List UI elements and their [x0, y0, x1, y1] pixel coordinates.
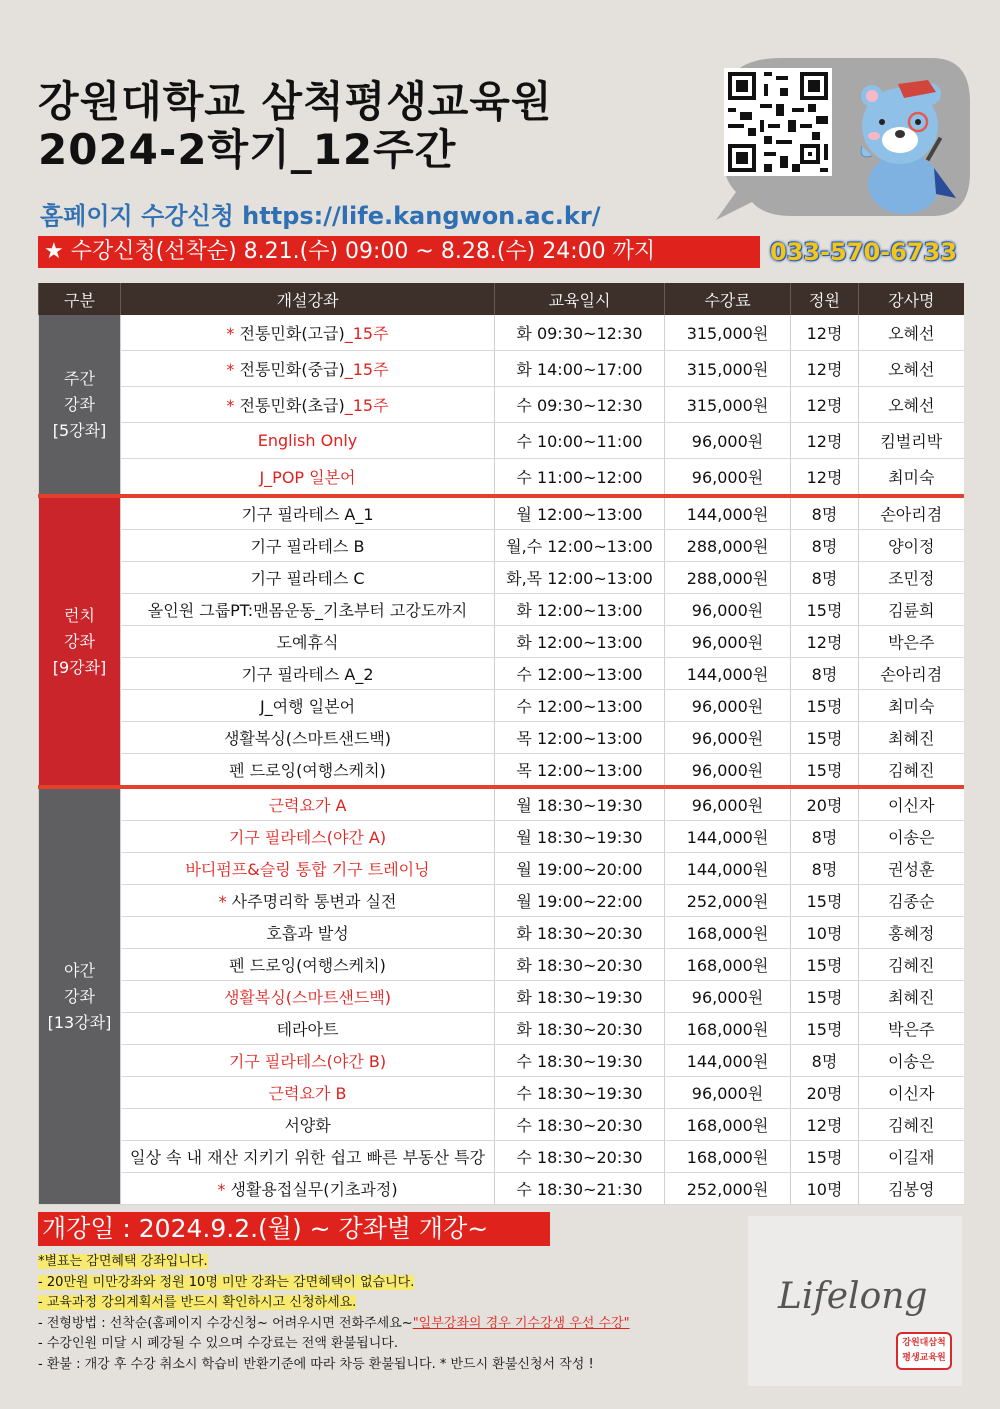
teacher-cell: 김륜희 — [859, 594, 964, 626]
teacher-cell: 이송은 — [859, 1045, 964, 1077]
table-row — [39, 626, 964, 658]
schedule-cell: 수 12:00~13:00 — [495, 690, 665, 722]
course-name: 테라아트 — [276, 1020, 339, 1039]
course-name: 근력요가 B — [268, 1084, 347, 1103]
course-name-cell — [121, 387, 495, 423]
table-row — [39, 530, 964, 562]
registration-period: ★ 수강신청(선착순) 8.21.(수) 09:00 ~ 8.28.(수) 24:00 까지 — [38, 236, 760, 268]
teacher-cell: 권성훈 — [859, 853, 964, 885]
fee-cell: 168,000원 — [665, 1141, 791, 1173]
notes-list — [38, 1252, 630, 1375]
schedule-cell: 수 18:30~19:30 — [495, 1077, 665, 1109]
schedule-cell: 수 12:00~13:00 — [495, 658, 665, 690]
course-name-cell — [121, 690, 495, 722]
schedule-cell: 화 18:30~20:30 — [495, 917, 665, 949]
course-name-cell — [121, 315, 495, 351]
course-name: 전통민화(초급) — [239, 396, 345, 415]
capacity-cell: 10명 — [791, 1173, 859, 1205]
fee-cell: 96,000원 — [665, 722, 791, 754]
category-label: 야간 — [64, 960, 95, 980]
course-name-cell — [121, 658, 495, 690]
course-name: 바디펌프&슬링 통합 기구 트레이닝 — [185, 860, 430, 879]
fee-cell: 96,000원 — [665, 1077, 791, 1109]
fee-cell: 288,000원 — [665, 562, 791, 594]
table-row — [39, 562, 964, 594]
table-row — [39, 594, 964, 626]
course-name: 기구 필라테스 B — [250, 537, 365, 556]
fee-cell: 252,000원 — [665, 885, 791, 917]
header-capacity: 정원 — [791, 283, 859, 315]
homepage-link[interactable]: 홈페이지 수강신청 https://life.kangwon.ac.kr/ — [40, 202, 601, 230]
course-name: 서양화 — [284, 1116, 331, 1135]
note-item — [38, 1334, 630, 1355]
capacity-cell: 20명 — [791, 1077, 859, 1109]
note-text: - 수강인원 미달 시 폐강될 수 있으며 수강료는 전액 환불됩니다. — [38, 1336, 398, 1351]
course-name-cell — [121, 1045, 495, 1077]
logo-stamp — [896, 1332, 952, 1370]
capacity-cell: 20명 — [791, 789, 859, 821]
discount-star: * — [217, 1180, 231, 1199]
fee-cell: 96,000원 — [665, 789, 791, 821]
table-row — [39, 1045, 964, 1077]
course-name-cell — [121, 459, 495, 497]
table-row — [39, 789, 964, 821]
fee-cell: 96,000원 — [665, 594, 791, 626]
schedule-cell: 수 11:00~12:00 — [495, 459, 665, 497]
table-row — [39, 821, 964, 853]
course-name: 근력요가 A — [268, 796, 347, 815]
bear-mascot-icon — [838, 76, 968, 216]
teacher-cell: 이신자 — [859, 1077, 964, 1109]
table-row — [39, 885, 964, 917]
capacity-cell: 12명 — [791, 626, 859, 658]
teacher-cell: 김종순 — [859, 885, 964, 917]
schedule-cell: 월 19:00~20:00 — [495, 853, 665, 885]
table-row — [39, 981, 964, 1013]
course-name: 기구 필라테스(야간 B) — [228, 1052, 387, 1071]
course-name: 사주명리학 통변과 실전 — [231, 892, 397, 911]
phone-number[interactable]: 033-570-6733 — [770, 238, 957, 266]
teacher-cell: 최미숙 — [859, 690, 964, 722]
table-row — [39, 1077, 964, 1109]
note-item — [38, 1273, 630, 1294]
fee-cell: 96,000원 — [665, 626, 791, 658]
schedule-cell: 월 19:00~22:00 — [495, 885, 665, 917]
discount-star: * — [226, 396, 240, 415]
fee-cell: 168,000원 — [665, 1109, 791, 1141]
course-name: 호흡과 발성 — [266, 924, 349, 943]
header-category: 구분 — [39, 283, 121, 315]
course-name: 생활복싱(스마트샌드백) — [223, 988, 392, 1007]
fee-cell: 168,000원 — [665, 917, 791, 949]
schedule-cell: 목 12:00~13:00 — [495, 722, 665, 754]
table-row — [39, 658, 964, 690]
table-row — [39, 853, 964, 885]
capacity-cell: 15명 — [791, 1141, 859, 1173]
teacher-cell: 김혜진 — [859, 949, 964, 981]
course-name: 펜 드로잉(여행스케치) — [229, 761, 386, 780]
note-text: *별표는 감면혜택 강좌입니다. — [38, 1254, 208, 1269]
table-row — [39, 459, 964, 497]
course-name: English Only — [257, 431, 358, 450]
table-row — [39, 423, 964, 459]
note-text: - 20만원 미만강좌와 정원 10명 미만 강좌는 감면혜택이 없습니다. — [38, 1274, 415, 1290]
course-name-cell — [121, 789, 495, 821]
capacity-cell: 8명 — [791, 853, 859, 885]
capacity-cell: 15명 — [791, 594, 859, 626]
schedule-cell: 화,목 12:00~13:00 — [495, 562, 665, 594]
course-name-cell — [121, 917, 495, 949]
fee-cell: 96,000원 — [665, 754, 791, 788]
fee-cell: 315,000원 — [665, 351, 791, 387]
note-item — [38, 1293, 630, 1314]
schedule-cell: 화 09:30~12:30 — [495, 315, 665, 351]
course-name: 생활용접실무(기초과정) — [230, 1180, 398, 1199]
teacher-cell: 양이정 — [859, 530, 964, 562]
capacity-cell: 12명 — [791, 459, 859, 497]
fee-cell: 288,000원 — [665, 530, 791, 562]
schedule-cell: 화 12:00~13:00 — [495, 626, 665, 658]
fee-cell: 168,000원 — [665, 949, 791, 981]
opening-date: 개강일 : 2024.9.2.(월) ~ 강좌별 개강~ — [38, 1212, 550, 1246]
course-name: 전통민화(고급) — [239, 324, 345, 343]
fee-cell: 96,000원 — [665, 690, 791, 722]
teacher-cell: 이송은 — [859, 821, 964, 853]
course-name-cell — [121, 423, 495, 459]
teacher-cell: 이길재 — [859, 1141, 964, 1173]
course-name-cell — [121, 885, 495, 917]
category-label: 강좌 — [64, 986, 95, 1006]
discount-star: * — [218, 892, 232, 911]
course-name-cell — [121, 754, 495, 788]
table-row — [39, 315, 964, 351]
teacher-cell: 오혜선 — [859, 351, 964, 387]
schedule-cell: 수 18:30~20:30 — [495, 1141, 665, 1173]
note-highlight: "일부강좌의 경우 기수강생 우선 수강" — [412, 1315, 630, 1331]
table-row — [39, 754, 964, 788]
course-table — [38, 283, 964, 1205]
fee-cell: 144,000원 — [665, 821, 791, 853]
teacher-cell: 손아리겸 — [859, 658, 964, 690]
schedule-cell: 화 18:30~20:30 — [495, 1013, 665, 1045]
fee-cell: 96,000원 — [665, 981, 791, 1013]
capacity-cell: 15명 — [791, 754, 859, 788]
fee-cell: 144,000원 — [665, 853, 791, 885]
qr-code-icon[interactable] — [724, 68, 832, 176]
course-name: J_여행 일본어 — [259, 697, 356, 716]
schedule-cell: 화 18:30~19:30 — [495, 981, 665, 1013]
table-row — [39, 351, 964, 387]
header-teacher: 강사명 — [859, 283, 964, 315]
course-name: 일상 속 내 재산 지키기 위한 쉽고 빠른 부동산 특강 — [130, 1148, 485, 1167]
course-name-cell — [121, 1109, 495, 1141]
lunch-category-cell — [39, 498, 121, 787]
capacity-cell: 8명 — [791, 530, 859, 562]
schedule-cell: 목 12:00~13:00 — [495, 754, 665, 788]
logo-wordmark: Lifelong — [778, 1276, 928, 1317]
schedule-cell: 화 18:30~20:30 — [495, 949, 665, 981]
schedule-cell: 수 09:30~12:30 — [495, 387, 665, 423]
capacity-cell: 10명 — [791, 917, 859, 949]
course-duration: _15주 — [344, 360, 389, 379]
logo-stamp-line-2: 평생교육원 — [902, 1353, 946, 1363]
header-schedule: 교육일시 — [495, 283, 665, 315]
course-name-cell — [121, 1173, 495, 1205]
teacher-cell: 박은주 — [859, 1013, 964, 1045]
teacher-cell: 이신자 — [859, 789, 964, 821]
schedule-cell: 화 12:00~13:00 — [495, 594, 665, 626]
teacher-cell: 박은주 — [859, 626, 964, 658]
table-row — [39, 1013, 964, 1045]
category-label: 런치 — [64, 605, 95, 625]
fee-cell: 315,000원 — [665, 387, 791, 423]
schedule-cell: 수 10:00~11:00 — [495, 423, 665, 459]
schedule-cell: 월 18:30~19:30 — [495, 821, 665, 853]
category-label: [5강좌] — [52, 420, 107, 440]
lifelong-logo — [748, 1216, 962, 1386]
capacity-cell: 12명 — [791, 315, 859, 351]
teacher-cell: 오혜선 — [859, 387, 964, 423]
teacher-cell: 오혜선 — [859, 315, 964, 351]
table-row — [39, 1141, 964, 1173]
fee-cell: 144,000원 — [665, 658, 791, 690]
note-text: - 교육과정 강의계획서를 반드시 확인하시고 신청하세요. — [38, 1295, 357, 1310]
fee-cell: 168,000원 — [665, 1013, 791, 1045]
category-label: 강좌 — [64, 631, 95, 651]
course-name-cell — [121, 530, 495, 562]
header-course: 개설강좌 — [121, 283, 495, 315]
capacity-cell: 12명 — [791, 1109, 859, 1141]
table-row — [39, 1173, 964, 1205]
schedule-cell: 화 14:00~17:00 — [495, 351, 665, 387]
course-name: 기구 필라테스(야간 A) — [228, 828, 387, 847]
logo-stamp-line-1: 강원대삼척 — [902, 1338, 946, 1348]
capacity-cell: 12명 — [791, 423, 859, 459]
table-row — [39, 690, 964, 722]
course-name: 기구 필라테스 A_2 — [241, 665, 374, 684]
fee-cell: 96,000원 — [665, 423, 791, 459]
course-name-cell — [121, 1141, 495, 1173]
discount-star: * — [226, 324, 240, 343]
capacity-cell: 15명 — [791, 949, 859, 981]
course-name-cell — [121, 1013, 495, 1045]
page-title — [38, 78, 553, 174]
teacher-cell: 최혜진 — [859, 722, 964, 754]
category-label: [13강좌] — [47, 1012, 112, 1032]
schedule-cell: 월,수 12:00~13:00 — [495, 530, 665, 562]
fee-cell: 252,000원 — [665, 1173, 791, 1205]
capacity-cell: 12명 — [791, 351, 859, 387]
course-name-cell — [121, 498, 495, 530]
teacher-cell: 조민정 — [859, 562, 964, 594]
table-row — [39, 917, 964, 949]
table-row — [39, 949, 964, 981]
capacity-cell: 8명 — [791, 562, 859, 594]
teacher-cell: 홍혜정 — [859, 917, 964, 949]
schedule-cell: 수 18:30~21:30 — [495, 1173, 665, 1205]
table-row — [39, 498, 964, 530]
note-text: - 환불 : 개강 후 수강 취소시 학습비 반환기준에 따라 차등 환불됩니다. * 반드시 환불신청서 작성 ! — [38, 1356, 594, 1372]
teacher-cell: 킴벌리박 — [859, 423, 964, 459]
schedule-cell: 수 18:30~20:30 — [495, 1109, 665, 1141]
capacity-cell: 15명 — [791, 1013, 859, 1045]
day-category-cell — [39, 315, 121, 496]
teacher-cell: 김혜진 — [859, 754, 964, 788]
course-duration: _15주 — [344, 324, 389, 343]
note-item — [38, 1252, 630, 1273]
category-label: [9강좌] — [52, 657, 107, 677]
course-name-cell — [121, 722, 495, 754]
course-duration: _15주 — [344, 396, 389, 415]
table-header-row — [39, 283, 964, 315]
table-row — [39, 1109, 964, 1141]
note-item — [38, 1314, 630, 1335]
capacity-cell: 15명 — [791, 722, 859, 754]
table-row — [39, 722, 964, 754]
fee-cell: 96,000원 — [665, 459, 791, 497]
schedule-cell: 수 18:30~19:30 — [495, 1045, 665, 1077]
capacity-cell: 8명 — [791, 821, 859, 853]
capacity-cell: 12명 — [791, 387, 859, 423]
schedule-cell: 월 18:30~19:30 — [495, 789, 665, 821]
capacity-cell: 8명 — [791, 1045, 859, 1077]
course-name-cell — [121, 949, 495, 981]
teacher-cell: 김봉영 — [859, 1173, 964, 1205]
course-name: 기구 필라테스 A_1 — [241, 505, 374, 524]
capacity-cell: 8명 — [791, 658, 859, 690]
capacity-cell: 15명 — [791, 690, 859, 722]
capacity-cell: 15명 — [791, 885, 859, 917]
course-name-cell — [121, 626, 495, 658]
course-name-cell — [121, 594, 495, 626]
title-line-1: 강원대학교 삼척평생교육원 — [38, 77, 553, 126]
course-name: 생활복싱(스마트샌드백) — [223, 729, 392, 748]
note-item — [38, 1355, 630, 1376]
night-category-cell — [39, 789, 121, 1205]
course-name: 도예휴식 — [276, 633, 339, 652]
capacity-cell: 15명 — [791, 981, 859, 1013]
fee-cell: 315,000원 — [665, 315, 791, 351]
course-name: 올인원 그룹PT:맨몸운동_기초부터 고강도까지 — [147, 601, 468, 620]
note-text: - 전형방법 : 선착순(홈페이지 수강신청~ 어려우시면 전화주세요~ — [38, 1315, 413, 1331]
course-name: 기구 필라테스 C — [250, 569, 365, 588]
fee-cell: 144,000원 — [665, 498, 791, 530]
table-row — [39, 387, 964, 423]
course-name: 펜 드로잉(여행스케치) — [229, 956, 386, 975]
category-label: 강좌 — [64, 394, 95, 414]
category-label: 주간 — [64, 368, 95, 388]
course-name: 전통민화(중급) — [239, 360, 345, 379]
teacher-cell: 김혜진 — [859, 1109, 964, 1141]
course-name-cell — [121, 1077, 495, 1109]
teacher-cell: 최미숙 — [859, 459, 964, 497]
course-name-cell — [121, 981, 495, 1013]
fee-cell: 144,000원 — [665, 1045, 791, 1077]
title-line-2: 2024-2학기_12주간 — [38, 125, 457, 174]
teacher-cell: 최혜진 — [859, 981, 964, 1013]
schedule-cell: 월 12:00~13:00 — [495, 498, 665, 530]
course-name-cell — [121, 562, 495, 594]
course-name-cell — [121, 351, 495, 387]
course-name-cell — [121, 821, 495, 853]
header-fee: 수강료 — [665, 283, 791, 315]
discount-star: * — [226, 360, 240, 379]
course-name: J_POP 일본어 — [259, 468, 356, 487]
course-name-cell — [121, 853, 495, 885]
teacher-cell: 손아리겸 — [859, 498, 964, 530]
capacity-cell: 8명 — [791, 498, 859, 530]
